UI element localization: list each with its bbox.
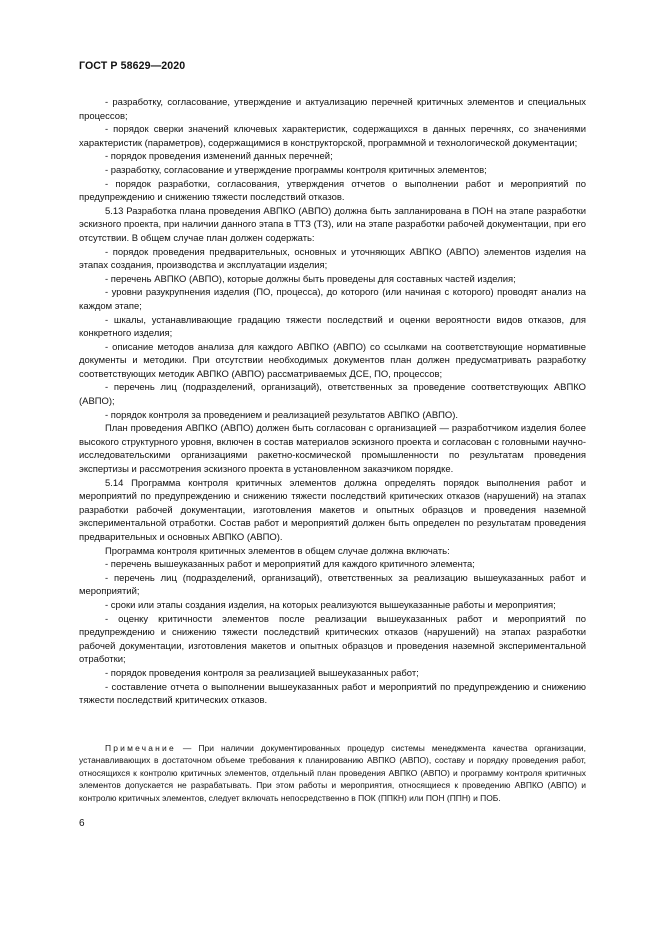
page-number: 6 <box>79 818 85 829</box>
paragraph: Программа контроля критичных элементов в общем случае должна включать: <box>105 545 450 557</box>
paragraph: 5.14 Программа контроля критичных элементов должна определять порядок выполнения работ и мероприятий по предупреждению и снижению тяжести последствий критических отказов (нарушений) на этапах разработки рабочей документации, изготовления макетов и опытных образцов и проведения наземной экспериментальной отработки. Состав работ и мероприятий должен быть определен по результатам проведения предварительных и основных АВПКО (АВПО). <box>79 477 586 543</box>
paragraph: - разработку, согласование и утверждение программы контроля критичных элементов; <box>105 164 487 176</box>
paragraph: - порядок проведения изменений данных перечней; <box>105 151 333 163</box>
paragraph: - перечень лиц (подразделений, организаций), ответственных за реализацию вышеуказанных работ и мероприятий; <box>79 572 586 598</box>
paragraph: - перечень вышеуказанных работ и мероприятий для каждого критичного элемента; <box>105 559 475 571</box>
paragraph: - оценку критичности элементов после реализации вышеуказанных работ и мероприятий по предупреждению и снижению тяжести последствий критических отказов (нарушений) на этапах разработки рабочей документации, изготовления макетов и опытных образцов и проведения наземной экспериментальной отработки; <box>79 613 586 666</box>
paragraph: - порядок проведения контроля за реализацией вышеуказанных работ; <box>105 667 419 679</box>
note-dash: — <box>175 743 199 753</box>
note-label: Примечание <box>105 743 176 753</box>
paragraph: План проведения АВПКО (АВПО) должен быть согласован с организацией — разработчиком изделия более высокого структурного уровня, включен в состав материалов эскизного проекта и согласован с головными научно-исследовательскими организациями ракетно-космической промышленности по результатам проведения экспертизы и рассмотрения эскизного проекта в установленном заказчиком порядке. <box>79 423 586 476</box>
note-text: При наличии документированных процедур системы менеджмента качества организации, устанавливающих в достаточном объеме требования к планированию АВПКО (АВПО), составу и порядку проведения работ, относящихся к контролю критичных элементов, отдельный план проведения АВПКО (АВПО) и программу контроля критичных элементов допускается не разрабатывать. При этом работы и мероприятия, относящиеся к проведению АВПКО (АВПО) и контролю критичных элементов, следует включать непосредственно в ПОК (ППКН) или ПОН (ППН) и ПОБ. <box>79 743 586 803</box>
paragraph: - перечень АВПКО (АВПО), которые должны быть проведены для составных частей изделия; <box>105 273 516 285</box>
document-body <box>79 96 586 708</box>
document-code-header: ГОСТ Р 58629—2020 <box>79 60 186 72</box>
paragraph: - составление отчета о выполнении вышеуказанных работ и мероприятий по предупреждению и снижению тяжести последствий критических отказов. <box>79 681 586 707</box>
paragraph: - описание методов анализа для каждого АВПКО (АВПО) со ссылками на соответствующие нормативные документы и методики. При отсутствии необходимых документов план должен предусматривать разработку соответствующих методик АВПКО (АВПО) рассматриваемых ДСЕ, ПО, процессов; <box>79 341 586 380</box>
paragraph: - порядок проведения предварительных, основных и уточняющих АВПКО (АВПО) элементов изделия на этапах создания, производства и эксплуатации изделия; <box>79 246 586 272</box>
paragraph: - сроки или этапы создания изделия, на которых реализуются вышеуказанные работы и мероприятия; <box>105 599 556 611</box>
paragraph: - порядок разработки, согласования, утверждения отчетов о выполнении работ и мероприятий по предупреждению и снижению тяжести последствий отказов. <box>79 178 586 204</box>
paragraph: - порядок контроля за проведением и реализацией результатов АВПКО (АВПО). <box>105 409 459 421</box>
paragraph: - разработку, согласование, утверждение и актуализацию перечней критичных элементов и специальных процессов; <box>79 97 586 122</box>
paragraph: - уровни разукрупнения изделия (ПО, процесса), до которого (или начиная с которого) проводят анализ на каждом этапе; <box>79 287 586 312</box>
paragraph: - шкалы, устанавливающие градацию тяжести последствий и оценки вероятности видов отказов, для конкретного изделия; <box>79 314 586 340</box>
note-block <box>79 742 586 804</box>
paragraph: - порядок сверки значений ключевых характеристик, содержащихся в данных перечнях, со значениями характеристик (параметров), содержащимися в конструкторской, программной и технологической документации; <box>79 124 586 149</box>
paragraph: - перечень лиц (подразделений, организаций), ответственных за проведение соответствующих АВПКО (АВПО); <box>79 382 586 408</box>
paragraph: 5.13 Разработка плана проведения АВПКО (АВПО) должна быть запланирована в ПОН на этапе разработки эскизного проекта, при наличии данного этапа в ТТЗ (ТЗ), или на этапе разработки рабочей документации, при его отсутствии. В общем случае план должен содержать: <box>79 205 586 244</box>
note-paragraph <box>79 742 586 804</box>
